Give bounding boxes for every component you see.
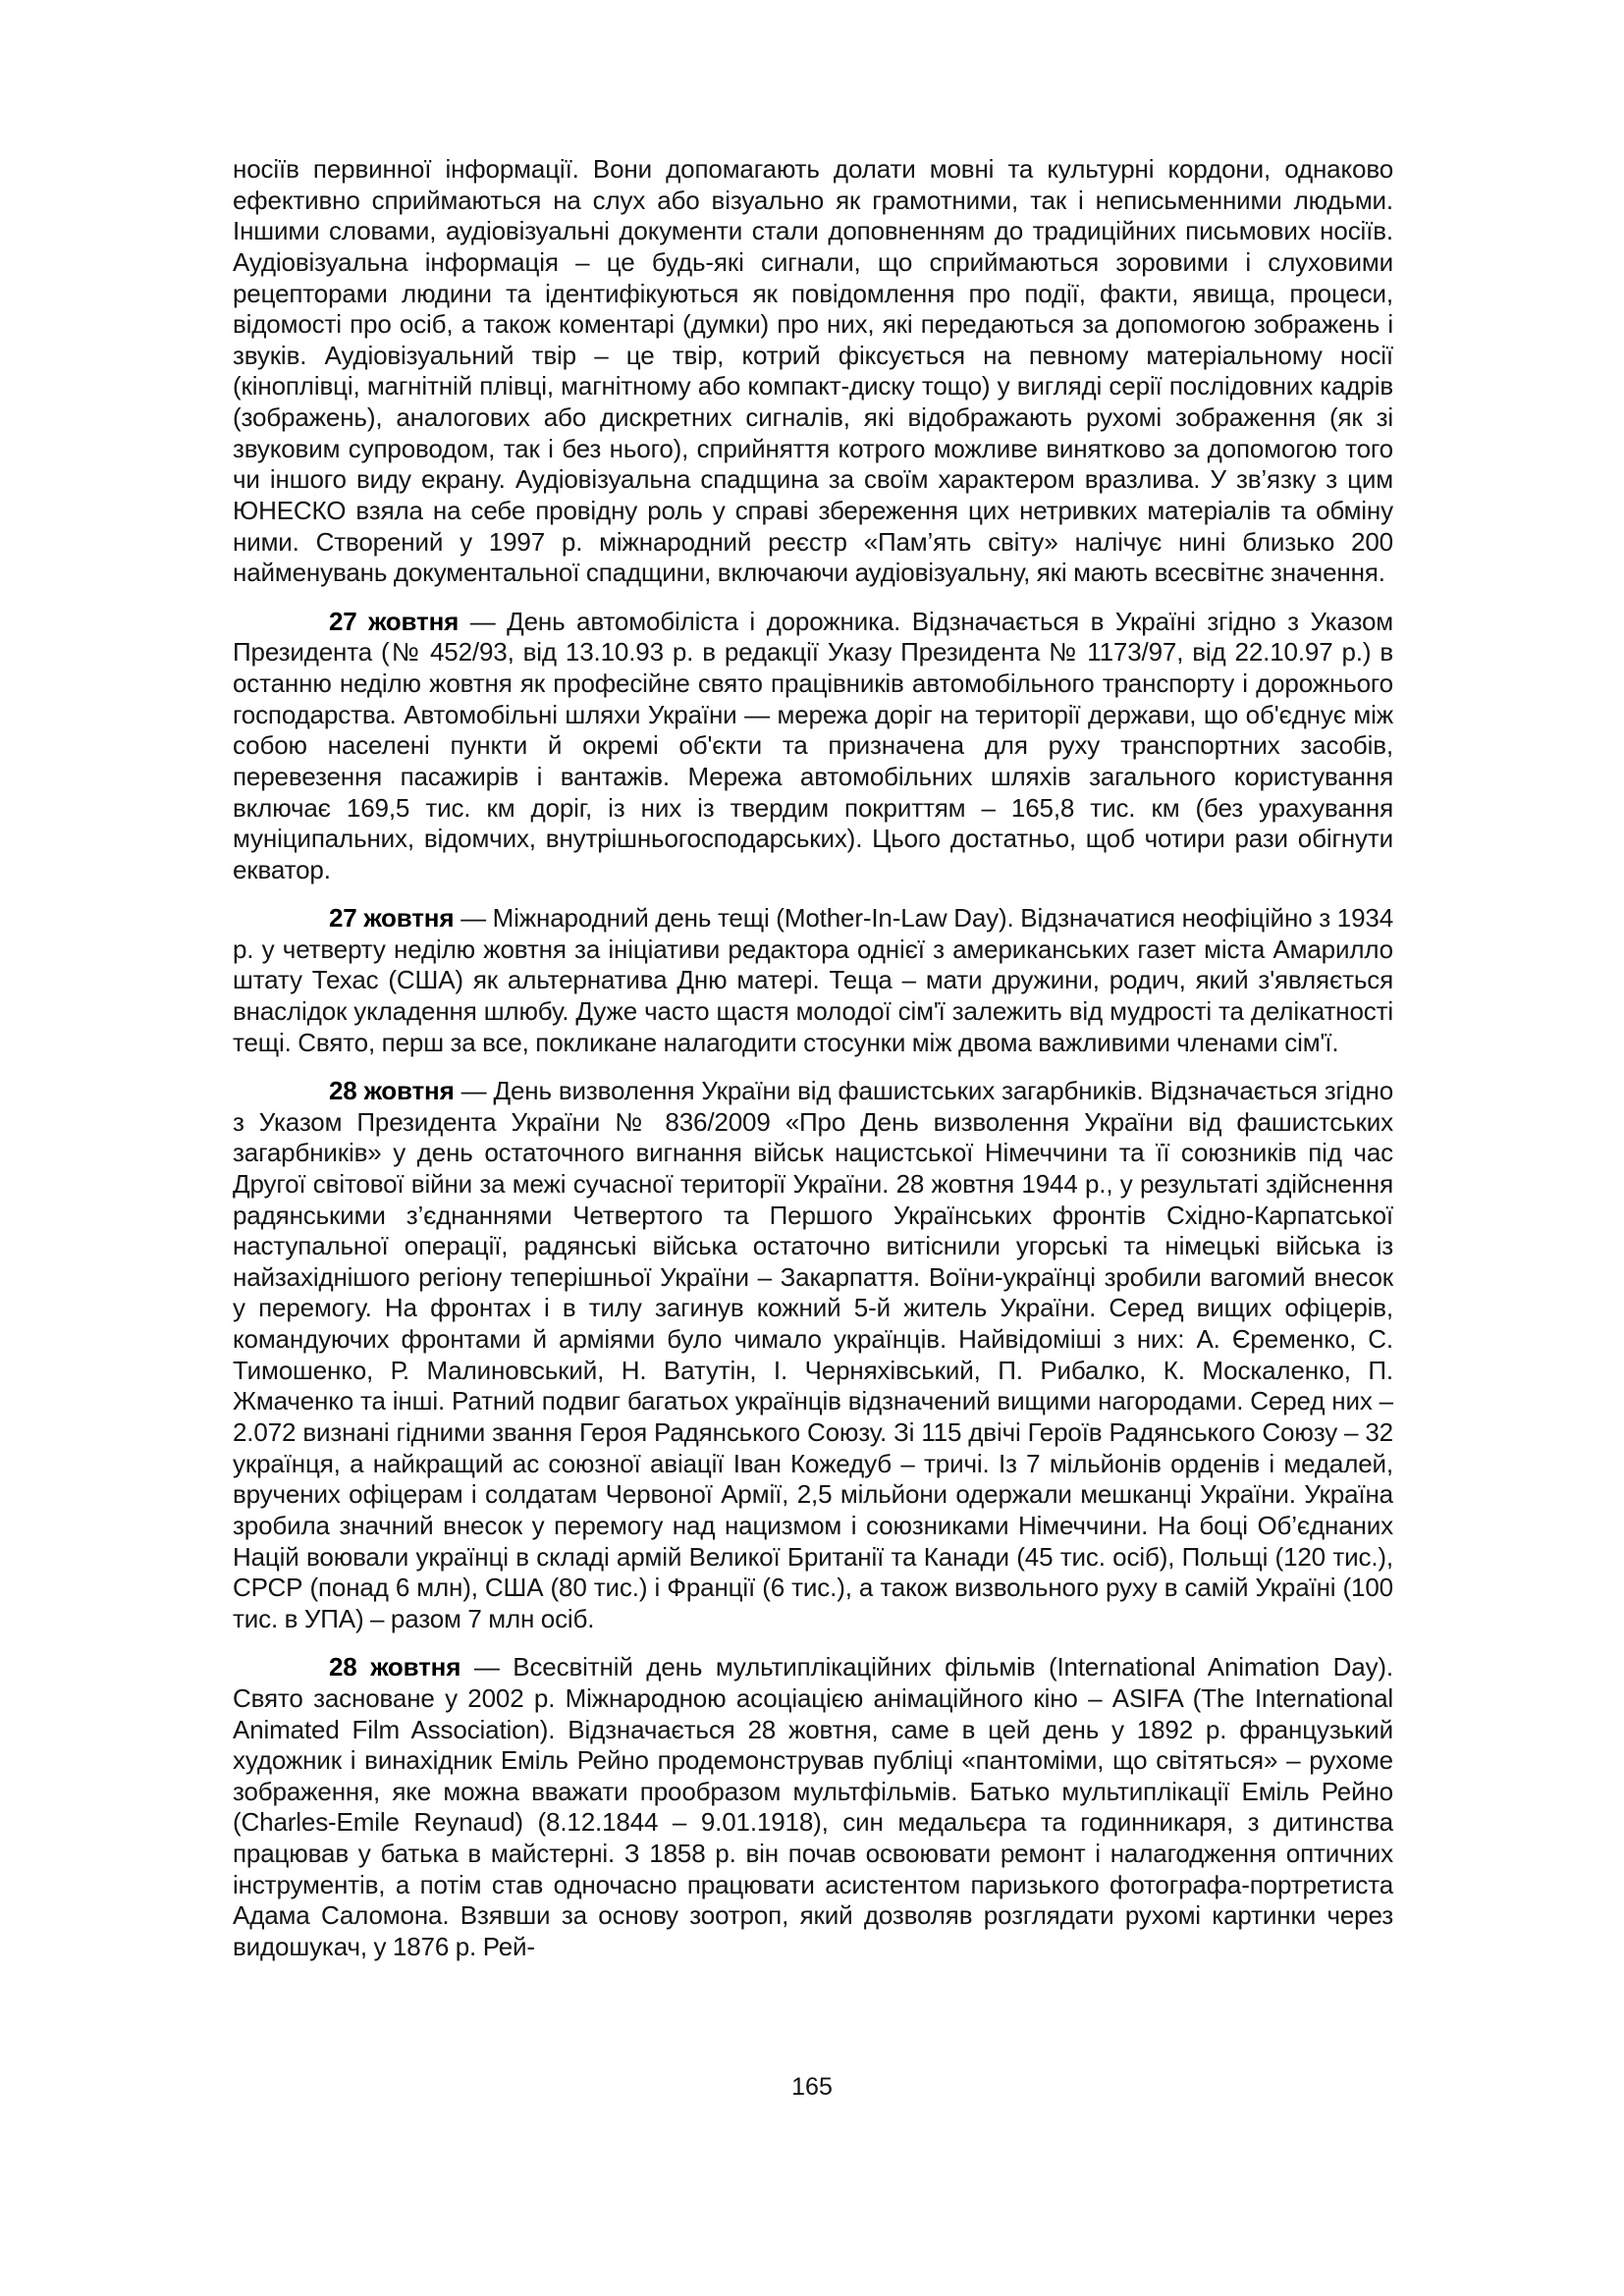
paragraph-separator: — [459, 606, 508, 636]
paragraph-separator: — [454, 1076, 494, 1105]
paragraph-date: 28 жовтня [329, 1076, 455, 1105]
paragraph-animation-day [233, 1652, 1393, 1962]
paragraph-separator: — [454, 903, 493, 934]
paragraph-date: 27 жовтня [329, 606, 460, 636]
paragraph-text: Міжнародний день тещі (Mother-In-Law Day). Відзначатися неофіційно з 1934 р. у четверту неділю жовтня за ініціативи редактора однієї з американських газет міста Амарилло штату Техас (США) як альтернатива Дню матері. Теща – мати дружини, родич, який з'являється внаслідок укладення шлюбу. Дуже часто щастя молодої сім'ї залежить від мудрості та делікатності тещі. Свято, перш за все, покликане налагодити стосунки між двома важливими членами сім'ї. [233, 903, 1394, 1057]
paragraph-date: 27 жовтня [329, 903, 455, 934]
page-body [233, 154, 1393, 1963]
paragraph-motorist-day [233, 607, 1393, 886]
paragraph-continuation [233, 154, 1393, 589]
paragraph-separator: — [460, 1652, 514, 1682]
paragraph-text: носіїв первинної інформації. Вони допомагають долати мовні та культурні кордони, однаково ефективно сприймаються на слух або візуально як грамотними, так і неписьменними людьми. Іншими словами, аудіовізуальні документи стали доповненням до традиційних письмових носіїв. Аудіовізуальна інформація – це будь-які сигнали, що сприймаються зоровими і слуховими рецепторами людини та ідентифікуються як повідомлення про події, факти, явища, процеси, відомості про осіб, а також коментарі (думки) про них, які передаються за допомогою зображень і звуків. Аудіовізуальний твір – це твір, котрий фіксується на певному матеріальному носії (кіноплівці, магнітній плівці, магнітному або компакт-диску тощо) у вигляді серії послідовних кадрів (зображень), аналогових або дискретних сигналів, які відображають рухомі зображення (як зі звуковим супроводом, так і без нього), сприйняття котрого можливе винятково за допомогою того чи іншого виду екрану. Аудіовізуальна спадщина за своїм характером вразлива. У зв’язку з цим ЮНЕСКО взяла на себе провідну роль у справі збереження цих нетривких матеріалів та обміну ними. Створений у 1997 р. міжнародний реєстр «Пам’ять світу» налічує нині близько 200 найменувань документальної спадщини, включаючи аудіовізуальну, які мають всесвітнє значення. [233, 154, 1393, 588]
paragraph-text: Всесвітній день мультиплікаційних фільмів (International Animation Day). Свято засноване у 2002 р. Міжнародною асоціацією анімаційного кіно – ASIFA (The International Animated Film Association). Відзначається 28 жовтня, саме в цей день у 1892 р. французький художник і винахідник Еміль Рейно продемонстрував публіці «пантоміми, що світяться» – рухоме зображення, яке можна вважати прообразом мультфільмів. Батько мультиплікації Еміль Рейно (Charles-Emile Reynaud) (8.12.1844 – 9.01.1918), син медальєра та годинникаря, з дитинства працював у батька в майстерні. З 1858 р. він почав освоювати ремонт і налагодження оптичних інструментів, а потім став одночасно працювати асистентом паризького фотографа-портретиста Адама Саломона. Взявши за основу зоотроп, який дозволяв розглядати рухомі картинки через видошукач, у 1876 р. Рей- [233, 1652, 1393, 1961]
paragraph-text: День автомобіліста і дорожника. Відзначається в Україні згідно з Указом Президента (№ 452/93, від 13.10.93 р. в редакції Указу Президента № 1173/97, від 22.10.97 р.) в останню неділю жовтня як професійне свято працівників автомобільного транспорту і дорожнього господарства. Автомобільні шляхи України — мережа доріг на території держави, що об'єднує між собою населені пункти й окремі об'єкти та призначена для руху транспортних засобів, перевезення пасажирів і вантажів. Мережа автомобільних шляхів загального користування включає 169,5 тис. км доріг, із них із твердим покриттям – 165,8 тис. км (без урахування муніципальних, відомчих, внутрішньогосподарських). Цього достатньо, щоб чотири рази обігнути екватор. [233, 606, 1393, 884]
paragraph-liberation-day [233, 1076, 1393, 1635]
paragraph-mother-in-law-day [233, 903, 1393, 1058]
paragraph-text: День визволення України від фашистських загарбників. Відзначається згідно з Указом Президента України № 836/2009 «Про День визволення України від фашистських загарбників» у день остаточного вигнання військ нацистської Німеччини та її союзників під час Другої світової війни за межі сучасної території України. 28 жовтня 1944 р., у результаті здійснення радянськими з’єднаннями Четвертого та Першого Українських фронтів Східно-Карпатської наступальної операції, радянські війська остаточно витіснили угорські та німецькі війська із найзахіднішого регіону теперішньої України – Закарпаття. Воїни-українці зробили вагомий внесок у перемогу. На фронтах і в тилу загинув кожний 5-й житель України. Серед вищих офіцерів, командуючих фронтами й арміями було чимало українців. Найвідоміші з них: А. Єременко, С. Тимошенко, Р. Малиновський, Н. Ватутін, І. Черняхівський, П. Рибалко, К. Москаленко, П. Жмаченко та інші. Ратний подвиг багатьох українців відзначений вищими нагородами. Серед них – 2.072 визнані гідними звання Героя Радянського Союзу. Зі 115 двічі Героїв Радянського Союзу – 32 українця, а найкращий ас союзної авіації Іван Кожедуб – тричі. Із 7 мільйонів орденів і медалей, вручених офіцерам і солдатам Червоної Армії, 2,5 мільйони одержали мешканці України. Україна зробила значний внесок у перемогу над нацизмом і союзниками Німеччини. На боці Об’єднаних Націй воювали українці в складі армій Великої Британії та Канади (45 тис. осіб), Польщі (120 тис.), СРСР (понад 6 млн), США (80 тис.) і Франції (6 тис.), а також визвольного руху в самій Україні (100 тис. в УПА) – разом 7 млн осіб. [233, 1076, 1394, 1633]
page-number: 165 [791, 2073, 833, 2101]
paragraph-date: 28 жовтня [329, 1652, 461, 1682]
